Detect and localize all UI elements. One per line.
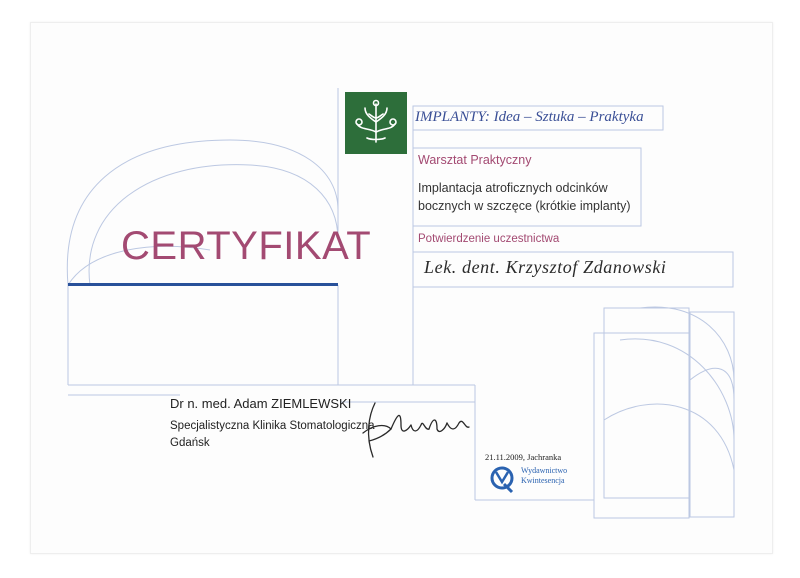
- certificate-title: CERTYFIKAT: [121, 224, 372, 268]
- participant-name: Lek. dent. Krzysztof Zdanowski: [424, 257, 667, 277]
- publisher-name-line-1: Wydawnictwo: [521, 466, 568, 475]
- title-underline: [68, 283, 338, 286]
- signatory-city: Gdańsk: [170, 437, 210, 449]
- topic-line-2: bocznych w szczęce (krótkie implanty): [418, 199, 631, 213]
- publisher-name-line-2: Kwintesencja: [521, 476, 565, 485]
- workshop-label: Warsztat Praktyczny: [418, 153, 532, 167]
- ornament-logo-icon: [345, 92, 407, 154]
- issue-date-place: 21.11.2009, Jachranka: [485, 452, 562, 462]
- topic-line-1: Implantacja atroficznych odcinków: [418, 181, 608, 195]
- confirmation-label: Potwierdzenie uczestnictwa: [418, 233, 560, 245]
- signatory-clinic: Specjalistyczna Klinika Stomatologiczna: [170, 420, 375, 432]
- publisher-q-logo-icon: [487, 464, 517, 494]
- signature-icon: [355, 395, 475, 465]
- series-title: IMPLANTY: Idea – Sztuka – Praktyka: [415, 109, 644, 125]
- signatory-name: Dr n. med. Adam ZIEMLEWSKI: [170, 396, 352, 411]
